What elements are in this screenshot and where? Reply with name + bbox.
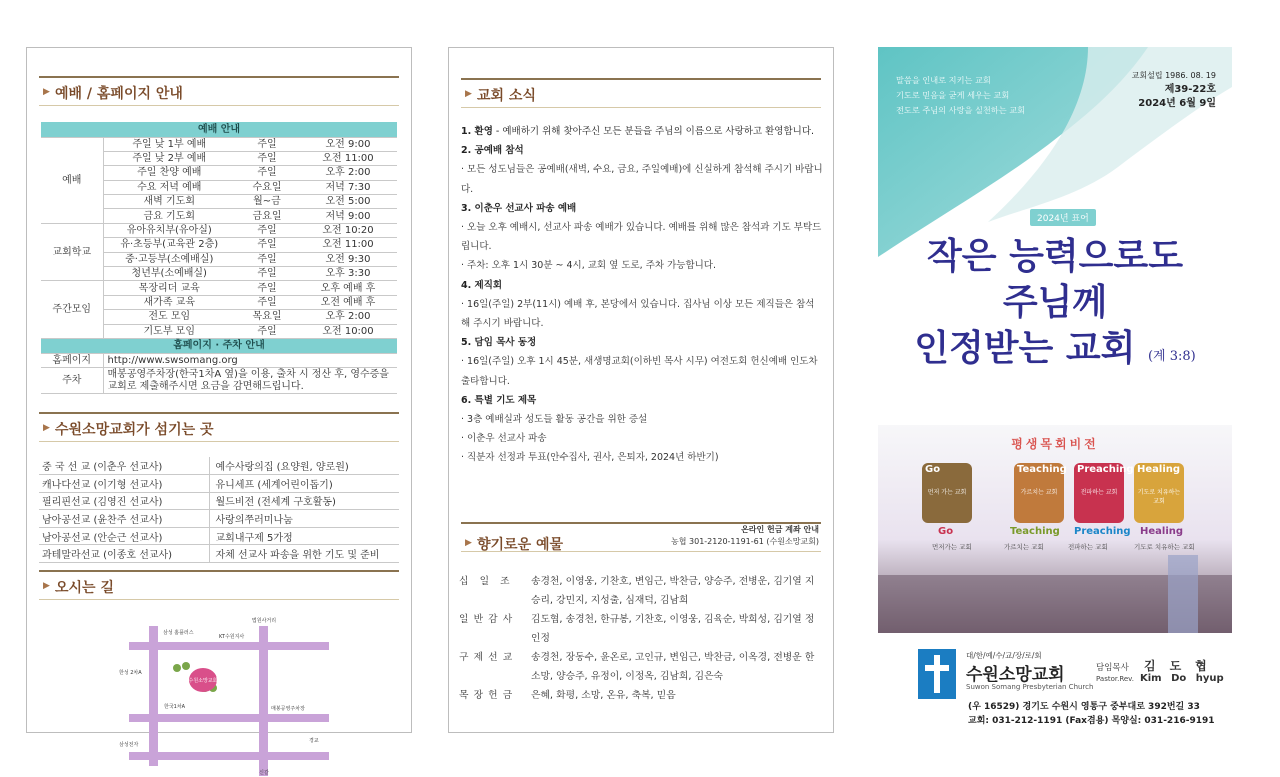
worship-time: 오전 9:00 bbox=[299, 137, 397, 151]
cover-panel bbox=[878, 47, 1232, 733]
worship-day: 수요일 bbox=[235, 180, 299, 194]
vision-card-desc: 전파하는 교회 bbox=[1080, 489, 1118, 496]
mission-charity: 유니세프 (세계어린이돕기) bbox=[209, 475, 399, 493]
worship-service-name: 전도 모임 bbox=[103, 310, 235, 324]
offering-section-title: 향기로운 예물 bbox=[477, 537, 564, 553]
worship-day: 목요일 bbox=[235, 310, 299, 324]
map-label-top: 법원사거리 bbox=[251, 618, 277, 624]
news-panel bbox=[448, 47, 834, 733]
worship-service-name: 유·초등부(교육관 2층) bbox=[103, 238, 235, 252]
homepage-row bbox=[41, 353, 397, 367]
worship-day: 주일 bbox=[235, 166, 299, 180]
worship-day: 주일 bbox=[235, 151, 299, 165]
news-detail: · 이춘우 선교사 파송 bbox=[461, 433, 547, 445]
news-detail: · 오늘 오후 예배시, 선교사 파송 예배가 있습니다. 예배를 위해 많은 참석과 기도 부탁드립니다. bbox=[461, 222, 822, 253]
vision-title: 평생목회비전 bbox=[1011, 437, 1099, 451]
worship-service-name: 새가족 교육 bbox=[103, 295, 235, 309]
motto-title-line: 주님께 bbox=[1002, 281, 1108, 323]
mission-overseas: 남아공선교 (윤찬주 선교사) bbox=[39, 510, 209, 528]
worship-time: 오전 10:20 bbox=[299, 223, 397, 237]
news-item bbox=[461, 333, 823, 391]
map-label-homeplus: 삼성 홈플러스 bbox=[163, 630, 194, 636]
news-item bbox=[461, 199, 823, 276]
map-church-label: 수원소망교회 bbox=[188, 678, 218, 684]
pastor-english-role: Pastor.Rev. bbox=[1096, 675, 1135, 683]
section-bullet-icon: ▶ bbox=[465, 538, 472, 548]
worship-service-name: 금요 기도회 bbox=[103, 209, 235, 223]
mission-overseas: 필리핀선교 (김영진 선교사) bbox=[39, 492, 209, 510]
news-item-heading bbox=[461, 333, 823, 352]
vision-label-word: Preaching bbox=[1074, 526, 1131, 537]
missions-section-header bbox=[39, 412, 399, 442]
offering-category: 일 반 감 사 bbox=[459, 614, 514, 625]
vision-card-desc: 먼저 가는 교회 bbox=[927, 489, 967, 496]
mission-row bbox=[39, 492, 399, 510]
news-heading-text: 1. 환영 bbox=[461, 126, 493, 137]
directions-section-header bbox=[39, 570, 399, 600]
offering-row bbox=[459, 648, 823, 686]
offering-category: 구 제 선 교 bbox=[459, 652, 514, 663]
homepage-table-header bbox=[41, 338, 397, 353]
news-heading-text: 6. 특별 기도 제목 bbox=[461, 394, 537, 406]
worship-time: 오후 예배 후 bbox=[299, 281, 397, 295]
worship-day: 주일 bbox=[235, 295, 299, 309]
worship-day: 주일 bbox=[235, 324, 299, 338]
worship-service-name: 기도부 모임 bbox=[103, 324, 235, 338]
news-heading-text: 5. 담임 목사 동정 bbox=[461, 337, 537, 349]
offering-names: 송경천, 이영웅, 기찬호, 변임근, 박찬금, 양승주, 전병운, 김기열 지승리, 강민지, 지성출, 심재덕, 김남희 bbox=[531, 576, 815, 606]
news-list bbox=[461, 122, 823, 468]
news-detail: · 직분자 선정과 투표(안수집사, 권사, 은퇴자, 2024년 하반기) bbox=[461, 452, 719, 464]
year-motto-title bbox=[878, 233, 1232, 380]
vision-card-word: Healing bbox=[1137, 464, 1181, 475]
worship-table-title: 예배 안내 bbox=[41, 122, 397, 137]
mission-overseas: 과테말라선교 (이종호 선교사) bbox=[39, 545, 209, 563]
offering-names: 은혜, 화평, 소망, 온유, 축복, 믿음 bbox=[531, 690, 676, 701]
worship-group-name: 교회학교 bbox=[41, 223, 103, 281]
homepage-table-title: 홈페이지 · 주차 안내 bbox=[41, 338, 397, 353]
news-detail: · 주차: 오후 1시 30분 ~ 4시, 교회 옆 도로, 주차 가능합니다. bbox=[461, 260, 716, 272]
news-item bbox=[461, 122, 823, 141]
vision-label-desc: 먼저가는 교회 bbox=[932, 543, 972, 551]
worship-panel bbox=[26, 47, 412, 776]
worship-group-name: 주간모임 bbox=[41, 281, 103, 339]
vision-card-word: Go bbox=[925, 464, 941, 475]
worship-time: 오전 5:00 bbox=[299, 195, 397, 209]
offering-row bbox=[459, 572, 823, 610]
offering-row bbox=[459, 686, 823, 705]
worship-time: 오전 9:30 bbox=[299, 252, 397, 266]
vision-label-desc: 전파하는 교회 bbox=[1068, 543, 1108, 551]
worship-row bbox=[41, 281, 397, 295]
founded-date: 교회설립 1986. 08. 19 bbox=[1131, 71, 1216, 80]
news-heading-text: 2. 공예배 참석 bbox=[461, 145, 524, 157]
news-item-heading bbox=[461, 141, 823, 160]
worship-time: 오전 예배 후 bbox=[299, 295, 397, 309]
worship-service-name: 중·고등부(소예배실) bbox=[103, 252, 235, 266]
worship-time: 오후 3:30 bbox=[299, 267, 397, 281]
worship-service-name: 유아유치부(유아실) bbox=[103, 223, 235, 237]
offering-table bbox=[459, 572, 823, 705]
section-bullet-icon: ▶ bbox=[43, 423, 50, 433]
vision-card-word: Preaching bbox=[1077, 464, 1134, 475]
mission-charity: 교회내구제 5가정 bbox=[209, 527, 399, 545]
worship-time: 저녁 9:00 bbox=[299, 209, 397, 223]
worship-day: 주일 bbox=[235, 281, 299, 295]
news-detail: · 3층 예배실과 성도들 활동 공간을 위한 증설 bbox=[461, 414, 648, 426]
vision-label-word: Teaching bbox=[1010, 526, 1060, 537]
issue-number: 제39-22호 bbox=[1164, 84, 1216, 95]
worship-day: 금요일 bbox=[235, 209, 299, 223]
online-offering-info bbox=[671, 524, 819, 548]
mission-row bbox=[39, 527, 399, 545]
motto-title-line: 인정받는 교회 bbox=[914, 327, 1136, 369]
worship-row bbox=[41, 137, 397, 151]
map-label-parking: 매봉공영주차장 bbox=[271, 706, 305, 712]
offering-category: 십 일 조 bbox=[459, 576, 514, 587]
mission-overseas: 중 국 선 교 (이춘우 선교사) bbox=[39, 457, 209, 475]
motto-line: 기도로 믿음을 굳게 세우는 교회 bbox=[896, 90, 1010, 100]
directions-map bbox=[119, 616, 339, 776]
issue-date: 2024년 6월 9일 bbox=[1138, 98, 1216, 109]
mission-overseas: 남아공선교 (안순근 선교사) bbox=[39, 527, 209, 545]
online-offering-title: 온라인 헌금 계좌 안내 bbox=[741, 525, 819, 534]
vision-card-word: Teaching bbox=[1017, 464, 1067, 475]
news-item-heading bbox=[461, 391, 823, 410]
news-detail: · 모든 성도님들은 공예배(새벽, 수요, 금요, 주일예배)에 신실하게 참석해 주시기 바랍니다. bbox=[461, 164, 823, 195]
worship-time: 오전 10:00 bbox=[299, 324, 397, 338]
vision-label-word: Go bbox=[938, 526, 954, 537]
section-bullet-icon: ▶ bbox=[43, 87, 50, 97]
worship-time: 저녁 7:30 bbox=[299, 180, 397, 194]
vision-label-word: Healing bbox=[1140, 526, 1184, 537]
vision-banner bbox=[878, 425, 1232, 633]
news-detail: · 16일(주일) 2부(11시) 예배 후, 본당에서 있습니다. 집사님 이상 모든 제직들은 참석해 주시기 바랍니다. bbox=[461, 298, 815, 330]
pastor-name: 김도협 bbox=[1144, 659, 1221, 673]
worship-group-name: 예배 bbox=[41, 137, 103, 223]
mission-row bbox=[39, 510, 399, 528]
worship-table-header bbox=[41, 122, 397, 137]
year-motto-badge: 2024년 표어 bbox=[1030, 209, 1096, 226]
news-item-heading bbox=[461, 276, 823, 295]
motto-line: 말씀을 인내로 지키는 교회 bbox=[896, 75, 991, 85]
worship-day: 주일 bbox=[235, 252, 299, 266]
church-english-name: Suwon Somang Presbyterian Church bbox=[966, 683, 1094, 691]
worship-service-name: 청년부(소예배실) bbox=[103, 267, 235, 281]
news-item bbox=[461, 276, 823, 334]
vision-card bbox=[922, 463, 972, 523]
section-bullet-icon: ▶ bbox=[43, 581, 50, 591]
pastor-role: 담임목사 bbox=[1096, 663, 1129, 673]
worship-service-name: 수요 저녁 예배 bbox=[103, 180, 235, 194]
church-name: 수원소망교회 bbox=[966, 665, 1065, 685]
map-label-left-b: 삼성전자 bbox=[119, 742, 139, 748]
church-motto bbox=[896, 73, 1025, 118]
issue-info bbox=[1132, 69, 1216, 111]
church-address: (우 16529) 경기도 수원시 영통구 중부대로 392번길 33 bbox=[968, 702, 1200, 712]
mission-charity: 자체 선교사 파송을 위한 기도 및 준비 bbox=[209, 545, 399, 563]
mission-charity: 예수사랑의집 (요양원, 양로원) bbox=[209, 457, 399, 475]
worship-service-name: 새벽 기도회 bbox=[103, 195, 235, 209]
mission-charity: 월드비전 (전세계 구호활동) bbox=[209, 492, 399, 510]
motto-line: 전도로 주님의 사랑을 실천하는 교회 bbox=[896, 105, 1026, 115]
news-section-header bbox=[461, 78, 821, 108]
offering-category: 목 장 헌 금 bbox=[459, 690, 514, 701]
news-heading-text: 3. 이춘우 선교사 파송 예배 bbox=[461, 202, 577, 214]
parking-text: 매봉공영주차장(한국1차A 옆)을 이용, 출차 시 정산 후, 영수증을 교회로 제출해주시면 요금을 감면해드립니다. bbox=[103, 368, 397, 394]
mission-charity: 사랑의쭈러미나눔 bbox=[209, 510, 399, 528]
pastor-english-name: Kim Do hyup bbox=[1140, 673, 1224, 684]
church-cross-logo bbox=[918, 649, 956, 699]
parking-label: 주차 bbox=[41, 368, 103, 394]
denomination: 대/한/예/수/교/장/로/회 bbox=[966, 651, 1042, 660]
motto-bible-ref: (계 3:8) bbox=[1147, 349, 1196, 364]
worship-service-name: 주일 낮 1부 예배 bbox=[103, 137, 235, 151]
vision-card bbox=[1014, 463, 1067, 523]
online-offering-account: 농협 301-2120-1191-61 (수원소망교회) bbox=[671, 537, 819, 546]
worship-day: 월~금 bbox=[235, 195, 299, 209]
worship-time: 오후 2:00 bbox=[299, 166, 397, 180]
missions-table bbox=[39, 457, 399, 563]
homepage-label: 홈페이지 bbox=[41, 353, 103, 367]
worship-day: 주일 bbox=[235, 267, 299, 281]
church-phone: 교회: 031-212-1191 (Fax겸용) 목양실: 031-216-9191 bbox=[968, 716, 1215, 726]
offering-names: 김도협, 송경천, 한규봉, 기찬호, 이영웅, 김육순, 박희성, 김기열 정인정 bbox=[531, 614, 815, 644]
vision-label-desc: 가르치는 교회 bbox=[1004, 543, 1044, 551]
worship-day: 주일 bbox=[235, 137, 299, 151]
worship-section-title: 예배 / 홈페이지 안내 bbox=[55, 86, 183, 102]
motto-title-line: 작은 능력으로도 bbox=[927, 235, 1183, 277]
news-heading-body: - 예배하기 위해 찾아주신 모든 분들을 주님의 이름으로 사랑하고 환영합니다. bbox=[492, 126, 815, 137]
vision-card bbox=[1134, 463, 1184, 523]
news-item-heading bbox=[461, 199, 823, 218]
worship-service-name: 목장리더 교육 bbox=[103, 281, 235, 295]
worship-day: 주일 bbox=[235, 223, 299, 237]
missions-section-title: 수원소망교회가 섬기는 곳 bbox=[55, 422, 214, 438]
news-item bbox=[461, 141, 823, 199]
map-label-hanguk: 한국1차A bbox=[164, 704, 186, 710]
worship-section-header bbox=[39, 76, 399, 106]
mission-row bbox=[39, 457, 399, 475]
worship-row bbox=[41, 223, 397, 237]
news-section-title: 교회 소식 bbox=[477, 88, 536, 104]
worship-time: 오전 11:00 bbox=[299, 238, 397, 252]
map-label-left-a: 한성 2차A bbox=[119, 670, 142, 676]
parking-row bbox=[41, 368, 397, 394]
news-item bbox=[461, 391, 823, 468]
directions-section-title: 오시는 길 bbox=[55, 580, 114, 596]
map-label-bottom: 신갈 bbox=[259, 770, 269, 776]
section-bullet-icon: ▶ bbox=[465, 89, 472, 99]
vision-label-desc: 기도로 치유하는 교회 bbox=[1134, 543, 1195, 551]
news-heading-text: 4. 제직회 bbox=[461, 279, 503, 291]
mission-row bbox=[39, 475, 399, 493]
vision-card-desc: 기도로 치유하는 교회 bbox=[1137, 489, 1181, 505]
map-label-right: 경교 bbox=[309, 738, 319, 744]
worship-time: 오전 11:00 bbox=[299, 151, 397, 165]
offering-names: 송경천, 장동수, 윤온로, 고인규, 변임근, 박찬금, 이옥경, 전병운 한소망, 양승주, 유정이, 이정옥, 김남희, 김은숙 bbox=[531, 652, 815, 682]
worship-table bbox=[41, 122, 397, 394]
church-contact bbox=[968, 700, 1215, 728]
map-label-kt: KT수원지사 bbox=[219, 634, 245, 640]
mission-overseas: 캐나다선교 (이기형 선교사) bbox=[39, 475, 209, 493]
vision-card-desc: 가르치는 교회 bbox=[1020, 489, 1058, 496]
homepage-link[interactable]: http://www.swsomang.org bbox=[103, 353, 397, 367]
worship-service-name: 주일 낮 2부 예배 bbox=[103, 151, 235, 165]
worship-time: 오후 2:00 bbox=[299, 310, 397, 324]
news-detail: · 16일(주일) 오후 1시 45분, 새생명교회(이하빈 목사 시무) 여전도회 헌신예배 인도차 출타합니다. bbox=[461, 356, 818, 387]
worship-service-name: 주일 찬양 예배 bbox=[103, 166, 235, 180]
worship-day: 주일 bbox=[235, 238, 299, 252]
vision-card bbox=[1074, 463, 1134, 523]
offering-row bbox=[459, 610, 823, 648]
news-item-heading bbox=[461, 122, 823, 141]
mission-row bbox=[39, 545, 399, 563]
